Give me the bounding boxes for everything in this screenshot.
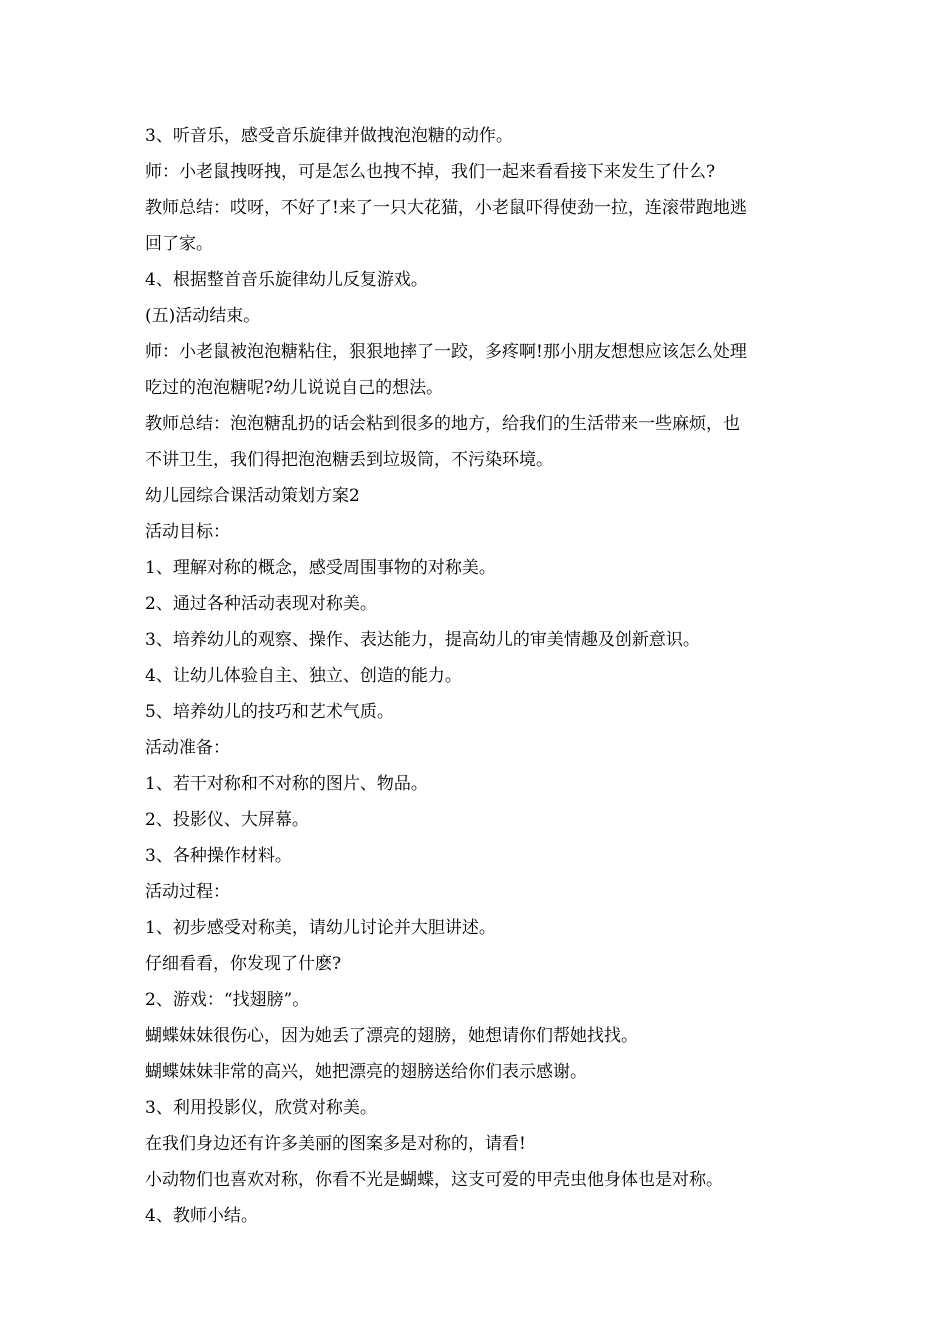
- text-line: 教师总结：泡泡糖乱扔的话会粘到很多的地方，给我们的生活带来一些麻烦，也: [145, 414, 740, 434]
- section-heading: 活动准备：: [145, 738, 230, 758]
- list-item: 3、各种操作材料。: [145, 846, 292, 866]
- document-body: [145, 118, 813, 1234]
- text-line: 教师总结：哎呀，不好了!来了一只大花猫，小老鼠吓得使劲一拉，连滚带跑地逃: [145, 198, 747, 218]
- section-heading: 活动过程：: [145, 882, 230, 902]
- list-item: 1、若干对称和不对称的图片、物品。: [145, 774, 428, 794]
- section-heading: 活动目标：: [145, 522, 230, 542]
- list-item: 2、游戏：“找翅膀”。: [145, 990, 310, 1010]
- text-line: 蝴蝶妹妹很伤心，因为她丢了漂亮的翅膀，她想请你们帮她找找。: [145, 1026, 638, 1046]
- text-line: 4、根据整首音乐旋律幼儿反复游戏。: [145, 270, 428, 290]
- list-item: 1、理解对称的概念，感受周围事物的对称美。: [145, 558, 496, 578]
- text-line: 小动物们也喜欢对称，你看不光是蝴蝶，这支可爱的甲壳虫他身体也是对称。: [145, 1170, 723, 1190]
- text-line: 师：小老鼠拽呀拽，可是怎么也拽不掉，我们一起来看看接下来发生了什么?: [145, 162, 716, 182]
- text-line: 在我们身边还有许多美丽的图案多是对称的，请看!: [145, 1134, 526, 1154]
- list-item: 2、投影仪、大屏幕。: [145, 810, 309, 830]
- text-line: 吃过的泡泡糖呢?幼儿说说自己的想法。: [145, 378, 444, 398]
- text-line: 回了家。: [145, 234, 213, 254]
- text-line: 3、听音乐，感受音乐旋律并做拽泡泡糖的动作。: [145, 126, 513, 146]
- text-line: 蝴蝶妹妹非常的高兴，她把漂亮的翅膀送给你们表示感谢。: [145, 1062, 587, 1082]
- section-heading: (五)活动结束。: [145, 306, 261, 326]
- list-item: 2、通过各种活动表现对称美。: [145, 594, 377, 614]
- list-item: 4、让幼儿体验自主、独立、创造的能力。: [145, 666, 462, 686]
- list-item: 1、初步感受对称美，请幼儿讨论并大胆讲述。: [145, 918, 496, 938]
- list-item: 3、培养幼儿的观察、操作、表达能力，提高幼儿的审美情趣及创新意识。: [145, 630, 700, 650]
- text-line: 不讲卫生，我们得把泡泡糖丢到垃圾筒，不污染环境。: [145, 450, 553, 470]
- text-line: 仔细看看，你发现了什麽?: [145, 954, 342, 974]
- list-item: 5、培养幼儿的技巧和艺术气质。: [145, 702, 394, 722]
- list-item: 3、利用投影仪，欣赏对称美。: [145, 1098, 377, 1118]
- document-title: 幼儿园综合课活动策划方案2: [145, 486, 360, 506]
- list-item: 4、教师小结。: [145, 1206, 258, 1226]
- text-line: 师：小老鼠被泡泡糖粘住，狠狠地摔了一跤，多疼啊!那小朋友想想应该怎么处理: [145, 342, 747, 362]
